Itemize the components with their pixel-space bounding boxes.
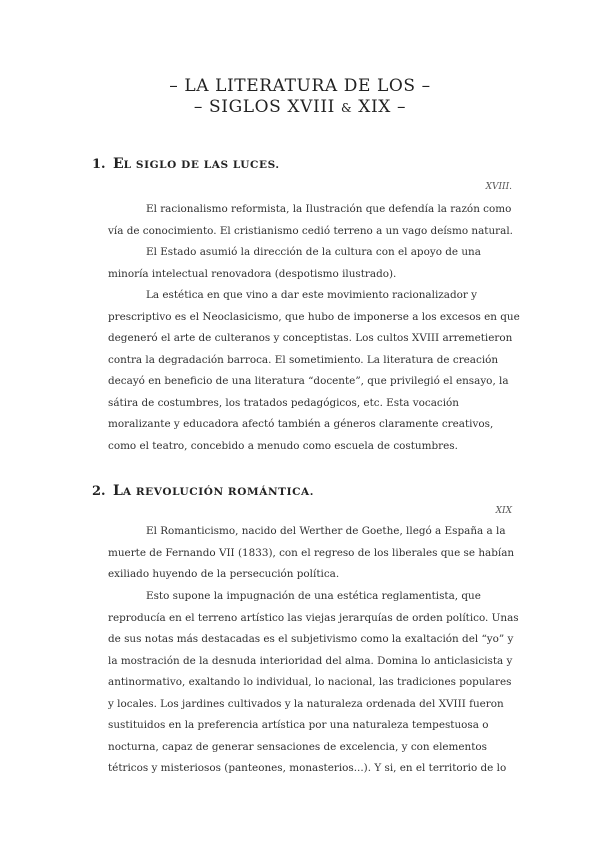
section-number: 2. xyxy=(92,484,106,499)
title-text: – LA LITERATURA DE LOS – xyxy=(169,76,431,96)
document-title-line-2 xyxy=(0,97,600,117)
section-heading-initial: L xyxy=(113,483,123,499)
century-label-1: XVIII. xyxy=(485,182,512,192)
paragraph: El Estado asumió la dirección de la cultura con el apoyo de una minoría intelectual renovadora (despotismo ilustrado). xyxy=(108,246,481,280)
document-title-line-1 xyxy=(0,76,600,96)
title-ampersand: & xyxy=(340,101,353,115)
section-heading-1 xyxy=(92,156,280,172)
section-heading-text: A REVOLUCIÓN ROMÁNTICA. xyxy=(122,486,315,498)
section-heading-2 xyxy=(92,483,314,499)
paragraph: Esto supone la impugnación de una estética reglamentista, que reproducía en el terreno artístico las viejas jerarquías de orden político. Unas de sus notas más destacadas es el subjetivismo como la exaltación del “yo” y la mostración de la desnuda interioridad del alma. Domina lo anticlasicista y antinormativo, exaltando lo individual, lo nacional, las tradiciones populares y locales. Los jardines cultivados y la naturaleza ordenada del XVIII fueron sustituidos en la preferencia artística por una naturaleza tempestuosa o nocturna, capaz de generar sensaciones de excelencia, y con elementos tétricos y misteriosos (panteones, monasterios...). Y si, en el territorio de lo xyxy=(108,590,519,774)
title-text: XIX – xyxy=(352,97,407,117)
section-heading-text: L SIGLO DE LAS LUCES. xyxy=(123,159,280,171)
century-label-2: XIX xyxy=(495,506,512,516)
section-number: 1. xyxy=(92,157,106,172)
paragraph: El Romanticismo, nacido del Werther de Goethe, llegó a España a la muerte de Fernando VII (1833), con el regreso de los liberales que se habían exiliado huyendo de la persecución política. xyxy=(108,525,515,580)
paragraph: La estética en que vino a dar este movimiento racionalizador y prescriptivo es el Neoclasicismo, que hubo de imponerse a los excesos en que degeneró el arte de culteranos y conceptistas. Los cultos XVIII arremetieron contra la degradación barroca. El sometimiento. La literatura de creación decayó en beneficio de una literatura “docente”, que privilegió el ensayo, la sátira de costumbres, los tratados pedagógicos, etc. Esta vocación moralizante y educadora afectó también a géneros claramente creativos, como el teatro, concebido a menudo como escuela de costumbres. xyxy=(108,289,520,452)
section-heading-initial: E xyxy=(113,156,124,172)
paragraph: El racionalismo reformista, la Ilustración que defendía la razón como vía de conocimiento. El cristianismo cedió terreno a un vago deísmo natural. xyxy=(108,203,513,237)
title-text: – SIGLOS XVIII xyxy=(193,97,341,117)
